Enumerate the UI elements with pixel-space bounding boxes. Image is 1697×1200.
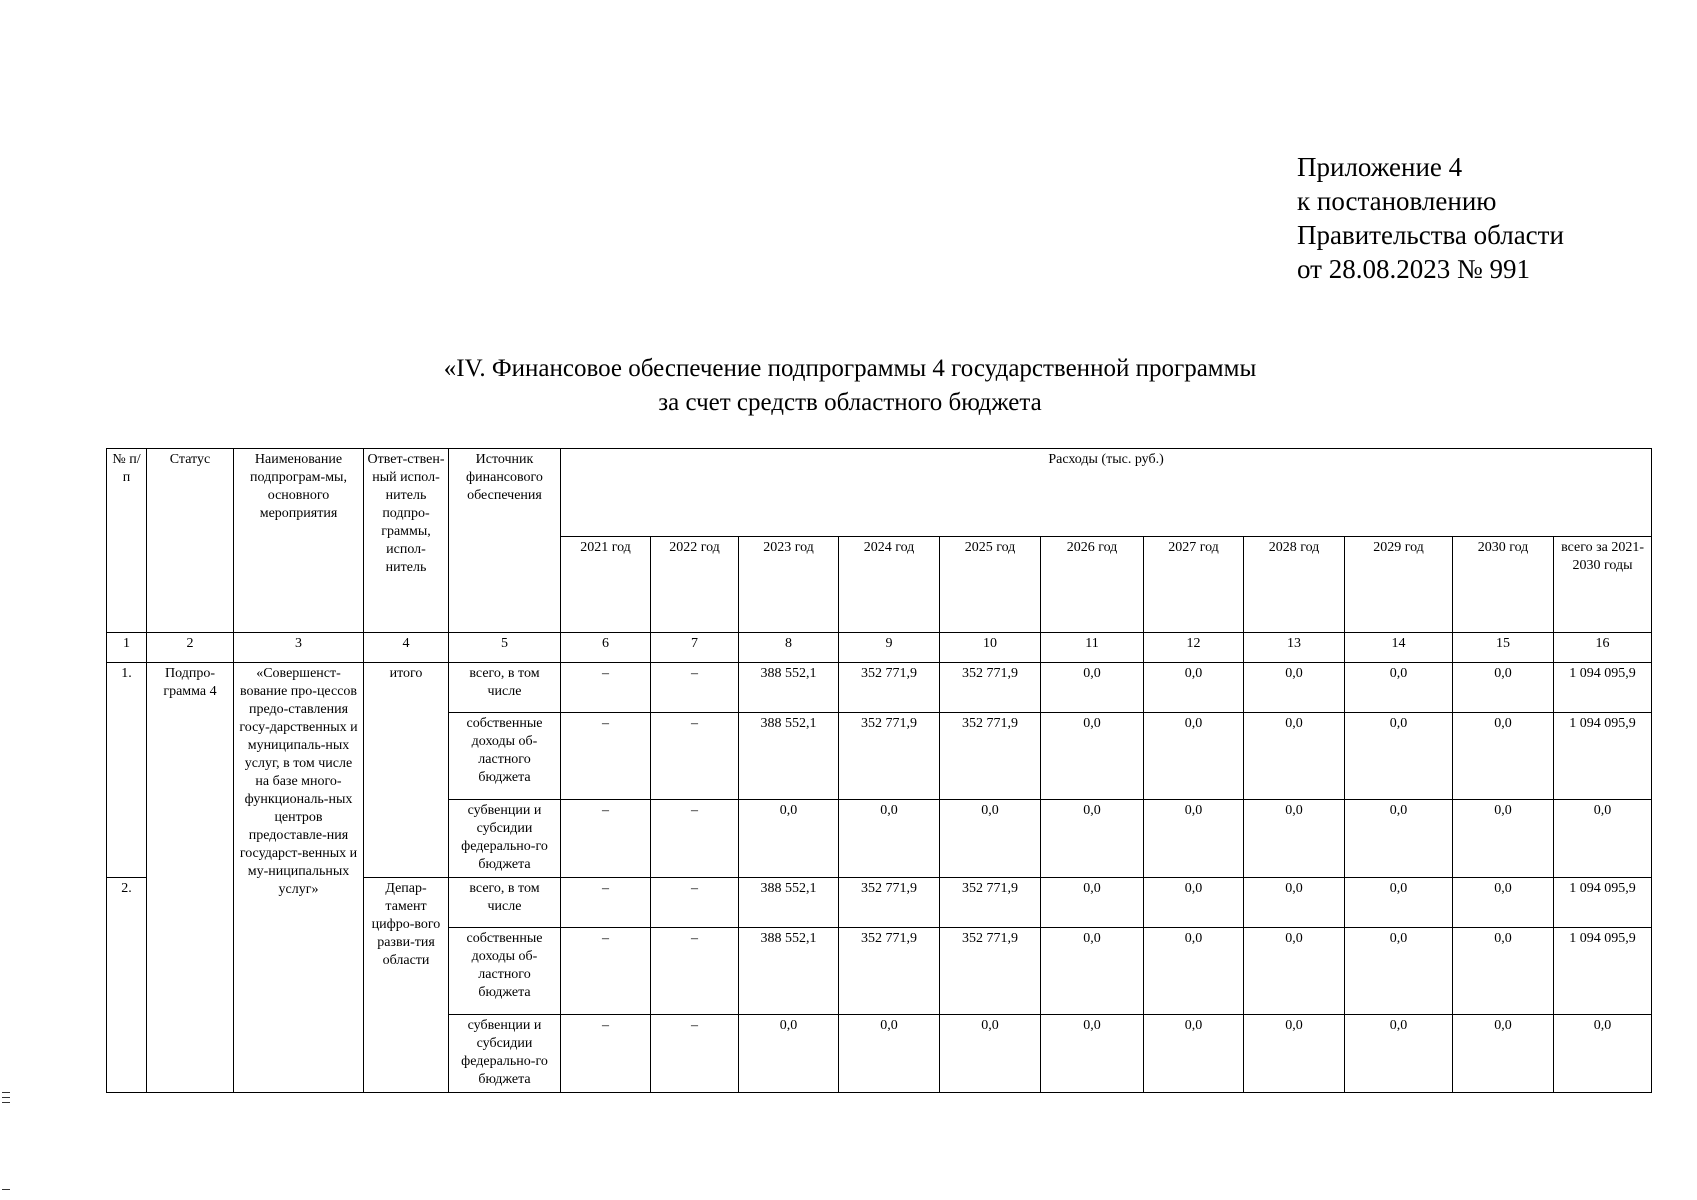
expense-value: 0,0 bbox=[839, 800, 940, 878]
year-header: 2027 год bbox=[1144, 537, 1244, 633]
document-title bbox=[100, 352, 1600, 420]
expense-value: 0,0 bbox=[1244, 713, 1345, 800]
year-header: 2026 год bbox=[1041, 537, 1144, 633]
header-row bbox=[107, 449, 1652, 537]
expense-value: – bbox=[561, 800, 651, 878]
appendix-line: Приложение 4 bbox=[1297, 152, 1463, 182]
year-header: 2023 год bbox=[739, 537, 839, 633]
column-number: 11 bbox=[1041, 633, 1144, 663]
expense-value: 0,0 bbox=[1041, 1015, 1144, 1093]
header-expenses: Расходы (тыс. руб.) bbox=[561, 449, 1652, 537]
expense-value: 388 552,1 bbox=[739, 663, 839, 713]
expense-value: 0,0 bbox=[1144, 800, 1244, 878]
expense-value: 0,0 bbox=[1554, 1015, 1652, 1093]
expense-value: 0,0 bbox=[1244, 878, 1345, 928]
expense-value: – bbox=[561, 663, 651, 713]
expense-value: 0,0 bbox=[1453, 928, 1554, 1015]
expense-value: – bbox=[651, 1015, 739, 1093]
header-executor: Ответ-ствен-ный испол-нитель подпро-граммы, испол-нитель bbox=[364, 449, 449, 633]
expense-value: 0,0 bbox=[940, 800, 1041, 878]
column-number: 9 bbox=[839, 633, 940, 663]
expense-value: 0,0 bbox=[1453, 800, 1554, 878]
title-line: за счет средств областного бюджета bbox=[658, 389, 1042, 416]
funding-source: всего, в том числе bbox=[449, 663, 561, 713]
expense-value: – bbox=[561, 1015, 651, 1093]
table-row bbox=[107, 663, 1652, 713]
year-header: 2025 год bbox=[940, 537, 1041, 633]
expense-value: 0,0 bbox=[1453, 878, 1554, 928]
column-number: 1 bbox=[107, 633, 147, 663]
expense-value: – bbox=[651, 663, 739, 713]
expense-value: 0,0 bbox=[1144, 878, 1244, 928]
expense-value: 352 771,9 bbox=[839, 878, 940, 928]
header-source: Источник финансового обеспечения bbox=[449, 449, 561, 633]
expense-value: 0,0 bbox=[1041, 663, 1144, 713]
expense-value: 1 094 095,9 bbox=[1554, 878, 1652, 928]
column-number: 14 bbox=[1345, 633, 1453, 663]
expense-value: – bbox=[651, 713, 739, 800]
expense-value: 0,0 bbox=[1345, 663, 1453, 713]
header-name: Наименование подпрограм-мы, основного мероприятия bbox=[234, 449, 364, 633]
column-number: 6 bbox=[561, 633, 651, 663]
margin-mark bbox=[2, 1092, 10, 1093]
expense-value: – bbox=[561, 713, 651, 800]
expense-value: 0,0 bbox=[1144, 928, 1244, 1015]
year-header: 2021 год bbox=[561, 537, 651, 633]
expense-value: 0,0 bbox=[839, 1015, 940, 1093]
expense-value: 0,0 bbox=[1244, 928, 1345, 1015]
expense-value: 0,0 bbox=[1244, 1015, 1345, 1093]
column-number: 3 bbox=[234, 633, 364, 663]
expense-value: 0,0 bbox=[1244, 800, 1345, 878]
funding-source: субвенции и субсидии федерально-го бюджета bbox=[449, 1015, 561, 1093]
year-header: 2028 год bbox=[1244, 537, 1345, 633]
column-number: 15 bbox=[1453, 633, 1554, 663]
expense-value: 0,0 bbox=[739, 800, 839, 878]
expense-value: 0,0 bbox=[1041, 800, 1144, 878]
expense-value: 0,0 bbox=[1453, 713, 1554, 800]
expense-value: 352 771,9 bbox=[839, 713, 940, 800]
expense-value: 1 094 095,9 bbox=[1554, 663, 1652, 713]
executor-total: итого bbox=[364, 663, 449, 878]
executor-department: Депар-тамент цифро-вого разви-тия области bbox=[364, 878, 449, 1093]
column-number: 5 bbox=[449, 633, 561, 663]
expense-value: 352 771,9 bbox=[940, 928, 1041, 1015]
funding-source: собственные доходы об-ластного бюджета bbox=[449, 713, 561, 800]
year-header: 2030 год bbox=[1453, 537, 1554, 633]
column-number: 16 bbox=[1554, 633, 1652, 663]
header-num: № п/п bbox=[107, 449, 147, 633]
expense-value: 1 094 095,9 bbox=[1554, 928, 1652, 1015]
expense-value: 0,0 bbox=[940, 1015, 1041, 1093]
expense-value: 352 771,9 bbox=[839, 663, 940, 713]
column-numbers-row bbox=[107, 633, 1652, 663]
expense-value: 0,0 bbox=[1041, 878, 1144, 928]
expense-value: 1 094 095,9 bbox=[1554, 713, 1652, 800]
expense-value: 388 552,1 bbox=[739, 878, 839, 928]
column-number: 7 bbox=[651, 633, 739, 663]
expense-value: 0,0 bbox=[1041, 928, 1144, 1015]
title-line: «IV. Финансовое обеспечение подпрограммы 4 государственной программы bbox=[443, 355, 1257, 382]
column-number: 2 bbox=[147, 633, 234, 663]
margin-mark bbox=[2, 1189, 10, 1190]
expense-value: 352 771,9 bbox=[940, 663, 1041, 713]
column-number: 13 bbox=[1244, 633, 1345, 663]
expense-value: 0,0 bbox=[1345, 800, 1453, 878]
expense-value: 0,0 bbox=[1041, 713, 1144, 800]
appendix-header bbox=[1297, 150, 1564, 286]
subprogram-name: «Совершенст-вование про-цессов предо-ставления госу-дарственных и муниципаль-ных услуг, в том числе на базе много-функциональ-ных центров предоставле-ния государст-венных и му-ниципальных услуг» bbox=[234, 663, 364, 1093]
expense-value: – bbox=[561, 928, 651, 1015]
margin-mark bbox=[2, 1097, 10, 1098]
funding-source: собственные доходы об-ластного бюджета bbox=[449, 928, 561, 1015]
column-number: 4 bbox=[364, 633, 449, 663]
expense-value: 0,0 bbox=[1244, 663, 1345, 713]
expense-value: 352 771,9 bbox=[940, 878, 1041, 928]
expense-value: 0,0 bbox=[1345, 878, 1453, 928]
expense-value: – bbox=[651, 800, 739, 878]
expense-value: 352 771,9 bbox=[839, 928, 940, 1015]
expense-value: 0,0 bbox=[1554, 800, 1652, 878]
expense-value: 0,0 bbox=[1345, 713, 1453, 800]
year-header: 2024 год bbox=[839, 537, 940, 633]
expense-value: 388 552,1 bbox=[739, 928, 839, 1015]
expense-value: 0,0 bbox=[1345, 1015, 1453, 1093]
funding-source: всего, в том числе bbox=[449, 878, 561, 928]
status-cell: Подпро-грамма 4 bbox=[147, 663, 234, 1093]
row-number: 1. bbox=[107, 663, 147, 878]
expense-value: 352 771,9 bbox=[940, 713, 1041, 800]
funding-source: субвенции и субсидии федерально-го бюджета bbox=[449, 800, 561, 878]
margin-mark bbox=[2, 1102, 10, 1103]
expense-value: – bbox=[561, 878, 651, 928]
year-header: 2029 год bbox=[1345, 537, 1453, 633]
year-header: 2022 год bbox=[651, 537, 739, 633]
expense-value: 0,0 bbox=[1453, 1015, 1554, 1093]
finance-table bbox=[106, 448, 1652, 1093]
column-number: 8 bbox=[739, 633, 839, 663]
row-number: 2. bbox=[107, 878, 147, 1093]
expense-value: 0,0 bbox=[1345, 928, 1453, 1015]
expense-value: 0,0 bbox=[1144, 1015, 1244, 1093]
header-status: Статус bbox=[147, 449, 234, 633]
year-header: всего за 2021-2030 годы bbox=[1554, 537, 1652, 633]
column-number: 12 bbox=[1144, 633, 1244, 663]
expense-value: – bbox=[651, 928, 739, 1015]
expense-value: – bbox=[651, 878, 739, 928]
expense-value: 0,0 bbox=[1453, 663, 1554, 713]
expense-value: 388 552,1 bbox=[739, 713, 839, 800]
expense-value: 0,0 bbox=[739, 1015, 839, 1093]
column-number: 10 bbox=[940, 633, 1041, 663]
appendix-line: к постановлению bbox=[1297, 186, 1497, 216]
expense-value: 0,0 bbox=[1144, 663, 1244, 713]
appendix-line: Правительства области bbox=[1297, 220, 1564, 250]
appendix-line: от 28.08.2023 № 991 bbox=[1297, 254, 1530, 284]
expense-value: 0,0 bbox=[1144, 713, 1244, 800]
